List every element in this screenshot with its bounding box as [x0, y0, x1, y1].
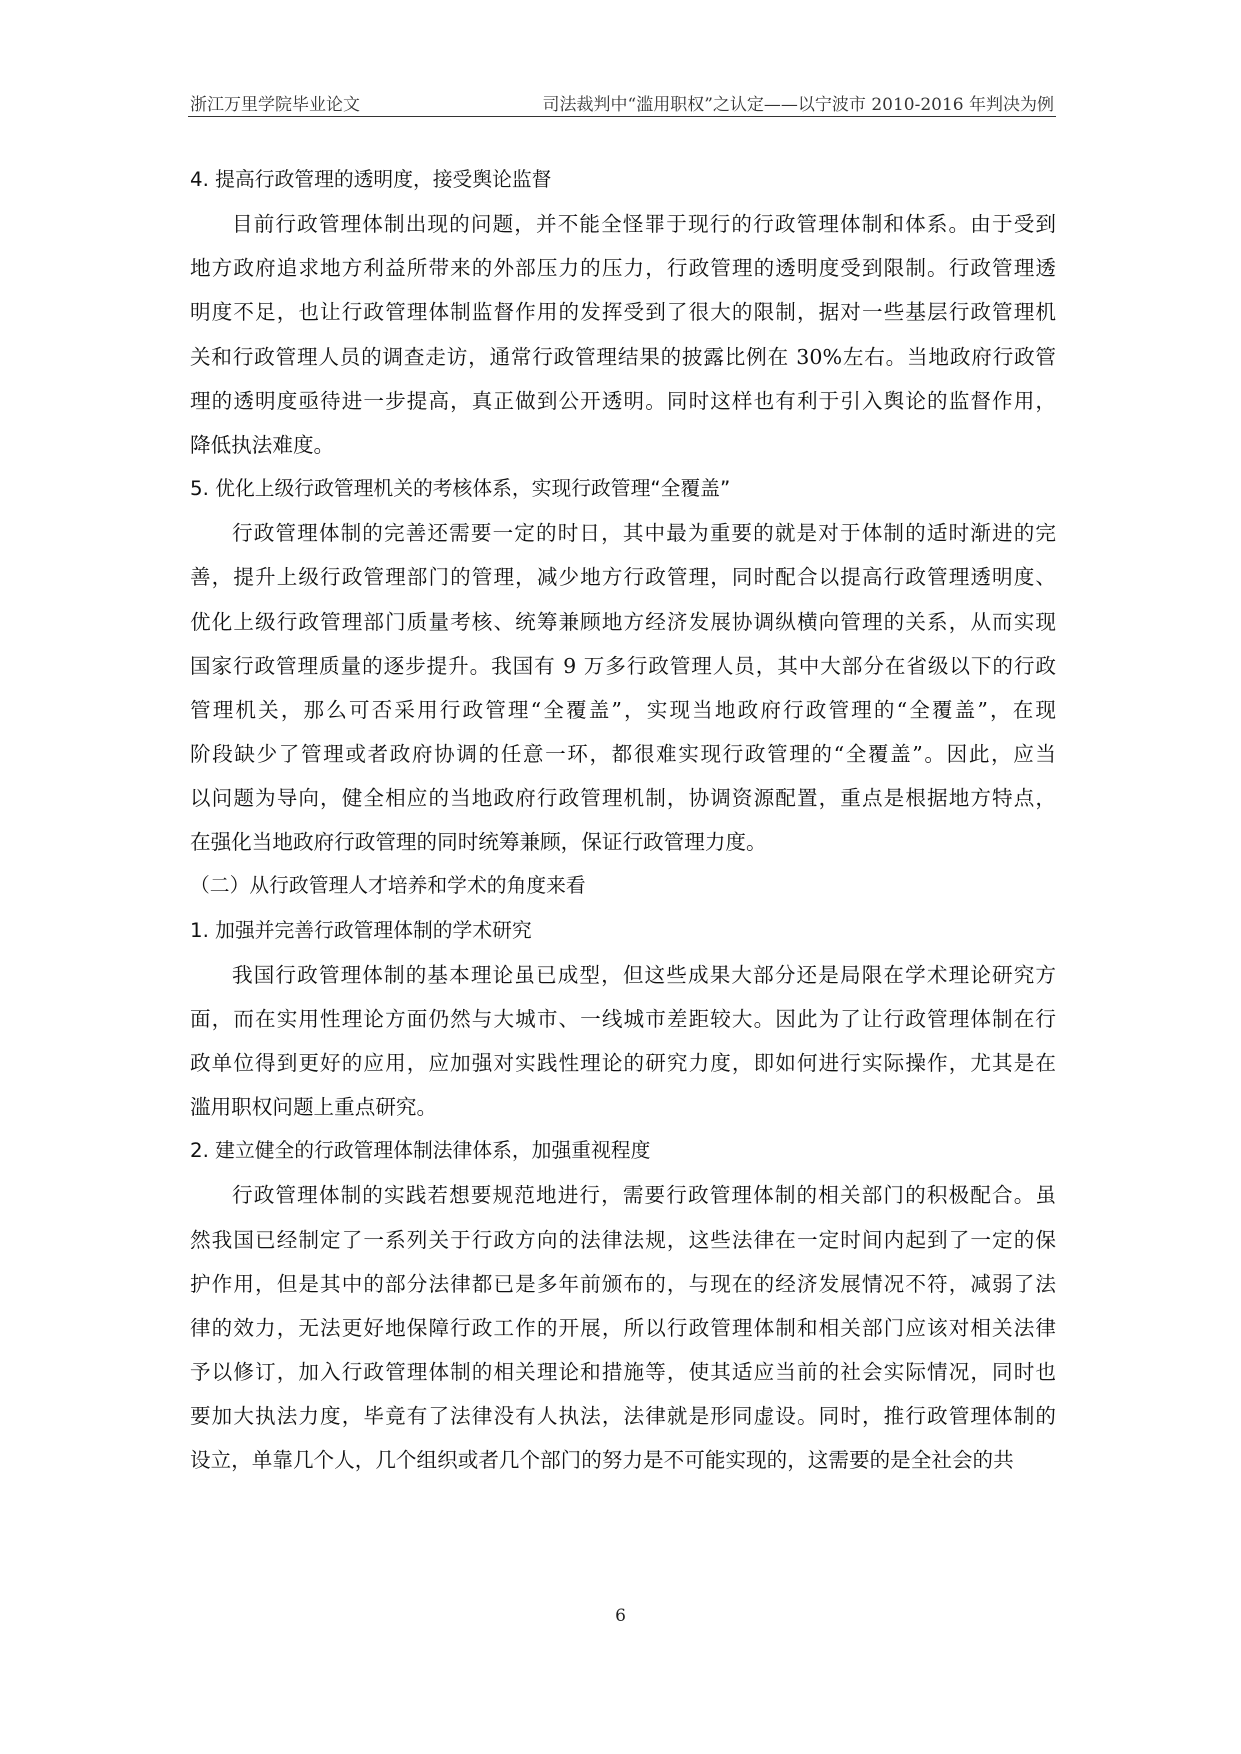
- section-heading: 1. 加强并完善行政管理体制的学术研究: [190, 918, 532, 942]
- page-number: 6: [615, 1606, 626, 1626]
- paragraph-line: 善，提升上级行政管理部门的管理，减少地方行政管理，同时配合以提高行政管理透明度、: [190, 565, 1056, 590]
- paragraph-line: 管理机关，那么可否采用行政管理“全覆盖”，实现当地政府行政管理的“全覆盖”，在现: [190, 697, 1056, 722]
- paragraph-line: 优化上级行政管理部门质量考核、统筹兼顾地方经济发展协调纵横向管理的关系，从而实现: [190, 609, 1056, 634]
- paragraph-line: 政单位得到更好的应用，应加强对实践性理论的研究力度，即如何进行实际操作，尤其是在: [190, 1051, 1056, 1075]
- paragraph-line: 阶段缺少了管理或者政府协调的任意一环，都很难实现行政管理的“全覆盖”。因此，应当: [190, 741, 1056, 766]
- paragraph-line: 国家行政管理质量的逐步提升。我国有 9 万多行政管理人员，其中大部分在省级以下的行政: [190, 653, 1056, 678]
- paragraph-line: 理的透明度亟待进一步提高，真正做到公开透明。同时这样也有利于引入舆论的监督作用，: [190, 388, 1056, 413]
- header-thesis-title: 司法裁判中“滥用职权”之认定——以宁波市 2010-2016 年判决为例: [542, 95, 1054, 115]
- paragraph-line: 予以修订，加入行政管理体制的相关理论和措施等，使其适应当前的社会实际情况，同时也: [190, 1360, 1056, 1385]
- paragraph-line: 关和行政管理人员的调查走访，通常行政管理结果的披露比例在 30%左右。当地政府行政管: [190, 344, 1056, 369]
- paragraph-line: 地方政府追求地方利益所带来的外部压力的压力，行政管理的透明度受到限制。行政管理透: [190, 256, 1056, 281]
- running-header: [188, 86, 1056, 117]
- section-heading: 4. 提高行政管理的透明度，接受舆论监督: [190, 168, 552, 191]
- paragraph-line: 面，而在实用性理论方面仍然与大城市、一线城市差距较大。因此为了让行政管理体制在行: [190, 1006, 1056, 1031]
- paragraph-line: 滥用职权问题上重点研究。: [190, 1095, 438, 1120]
- section-heading: 5. 优化上级行政管理机关的考核体系，实现行政管理“全覆盖”: [190, 477, 731, 501]
- section-heading: （二）从行政管理人才培养和学术的角度来看: [190, 874, 586, 898]
- paragraph-line: 行政管理体制的实践若想要规范地进行，需要行政管理体制的相关部门的积极配合。虽: [232, 1183, 1056, 1208]
- paragraph-line: 律的效力，无法更好地保障行政工作的开展，所以行政管理体制和相关部门应该对相关法律: [190, 1315, 1056, 1340]
- paragraph-line: 护作用，但是其中的部分法律都已是多年前颁布的，与现在的经济发展情况不符，减弱了法: [190, 1271, 1056, 1296]
- header-school-title: 浙江万里学院毕业论文: [190, 95, 360, 115]
- paragraph-line: 我国行政管理体制的基本理论虽已成型，但这些成果大部分还是局限在学术理论研究方: [232, 962, 1056, 987]
- paragraph-line: 行政管理体制的完善还需要一定的时日，其中最为重要的就是对于体制的适时渐进的完: [232, 521, 1056, 546]
- paragraph-line: 设立，单靠几个人，几个组织或者几个部门的努力是不可能实现的，这需要的是全社会的共: [190, 1448, 1014, 1473]
- paragraph-line: 然我国已经制定了一系列关于行政方向的法律法规，这些法律在一定时间内起到了一定的保: [190, 1227, 1056, 1252]
- paragraph-line: 以问题为导向，健全相应的当地政府行政管理机制，协调资源配置，重点是根据地方特点，: [190, 786, 1056, 811]
- section-heading: 2. 建立健全的行政管理体制法律体系，加强重视程度: [190, 1139, 651, 1163]
- paragraph-line: 目前行政管理体制出现的问题，并不能全怪罪于现行的行政管理体制和体系。由于受到: [232, 212, 1056, 237]
- paragraph-line: 明度不足，也让行政管理体制监督作用的发挥受到了很大的限制，据对一些基层行政管理机: [190, 300, 1056, 325]
- paragraph-line: 要加大执法力度，毕竟有了法律没有人执法，法律就是形同虚设。同时，推行政管理体制的: [190, 1404, 1056, 1429]
- paragraph-line: 降低执法难度。: [190, 432, 335, 457]
- paragraph-line: 在强化当地政府行政管理的同时统筹兼顾，保证行政管理力度。: [190, 830, 767, 855]
